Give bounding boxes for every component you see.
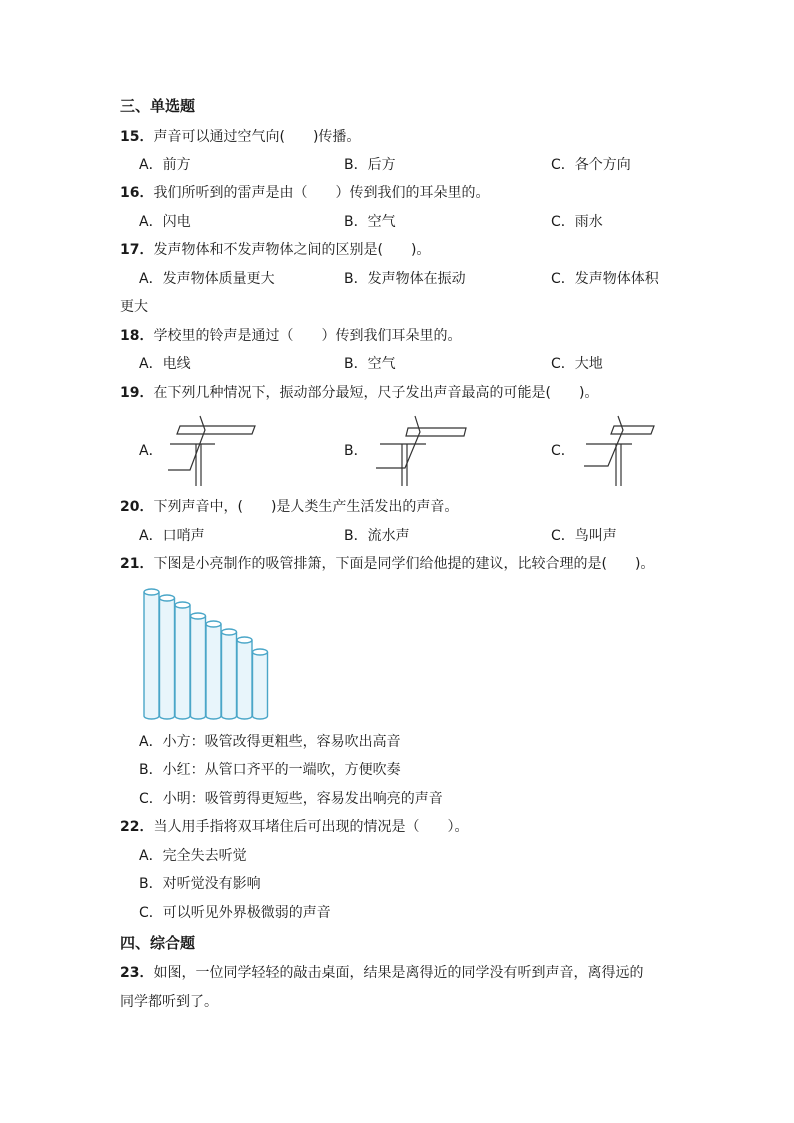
option-c: C．大地 xyxy=(551,356,603,372)
straw-tube xyxy=(222,632,237,719)
question-23 xyxy=(120,964,643,982)
straw-tube xyxy=(237,640,252,719)
option-b: B．后方 xyxy=(344,157,396,173)
question-16 xyxy=(120,184,489,202)
option-b: B．对听觉没有影响 xyxy=(139,876,261,892)
question-number: 23． xyxy=(120,965,154,981)
straw-top xyxy=(206,621,221,627)
question-text: 如图，一位同学轻轻的敲击桌面，结果是离得近的同学没有听到声音，离得远的 xyxy=(153,965,644,981)
question-20 xyxy=(120,498,458,516)
question-19 xyxy=(120,384,598,402)
question-number: 19． xyxy=(120,385,154,401)
question-number: 18． xyxy=(120,328,154,344)
question-number: 17． xyxy=(120,242,154,258)
straw-tube xyxy=(160,598,175,719)
straw-top xyxy=(237,637,252,643)
option-b: B．流水声 xyxy=(344,528,410,544)
option-a: A．口哨声 xyxy=(139,528,205,544)
straw-tube xyxy=(253,652,268,719)
question-text: 我们所听到的雷声是由（ ）传到我们的耳朵里的。 xyxy=(153,185,490,201)
question-number: 22． xyxy=(120,819,154,835)
question-text: 下图是小亮制作的吸管排箫，下面是同学们给他提的建议，比较合理的是( )。 xyxy=(153,556,655,572)
option-a: A．电线 xyxy=(139,356,191,372)
option-c: C．发声物体体积 xyxy=(551,271,659,287)
question-text: 下列声音中，( )是人类生产生活发出的声音。 xyxy=(153,499,459,515)
option-c-continued: 更大 xyxy=(120,299,148,315)
option-a: A．完全失去听觉 xyxy=(139,848,247,864)
question-21 xyxy=(120,555,654,573)
question-18 xyxy=(120,327,461,345)
option-c: C．可以听见外界极微弱的声音 xyxy=(139,905,331,921)
option-a: A．发声物体质量更大 xyxy=(139,271,275,287)
straw-top xyxy=(191,613,206,619)
question-text: 当人用手指将双耳堵住后可出现的情况是（ ）。 xyxy=(153,819,469,835)
option-b: B．发声物体在振动 xyxy=(344,271,466,287)
question-number: 20． xyxy=(120,499,154,515)
option-a: A．前方 xyxy=(139,157,191,173)
option-c: C．各个方向 xyxy=(551,157,631,173)
question-text: 在下列几种情况下，振动部分最短，尺子发出声音最高的可能是( )。 xyxy=(153,385,599,401)
question-text: 声音可以通过空气向( )传播。 xyxy=(153,129,361,145)
option-a: A．小方：吸管改得更粗些，容易吹出高音 xyxy=(139,734,401,750)
option-b: B．空气 xyxy=(344,356,396,372)
question-text: 学校里的铃声是通过（ ）传到我们耳朵里的。 xyxy=(153,328,462,344)
straw-tube xyxy=(191,616,206,719)
option-b: B．空气 xyxy=(344,214,396,230)
question-number: 15． xyxy=(120,129,154,145)
straw-panpipe-figure xyxy=(142,588,276,722)
option-c: C． xyxy=(551,443,575,459)
section-title: 四、综合题 xyxy=(120,934,196,952)
question-number: 21． xyxy=(120,556,154,572)
ruler-figure-a xyxy=(160,414,260,490)
question-15 xyxy=(120,128,360,146)
straw-top xyxy=(160,595,175,601)
question-23-continued: 同学都听到了。 xyxy=(120,994,218,1010)
question-22 xyxy=(120,818,468,836)
option-b: B．小红：从管口齐平的一端吹，方便吹奏 xyxy=(139,762,401,778)
option-b: B． xyxy=(344,443,368,459)
straw-top xyxy=(144,589,159,595)
option-c: C．小明：吸管剪得更短些，容易发出响亮的声音 xyxy=(139,791,443,807)
ruler-figure-c xyxy=(578,414,658,490)
straw-tube xyxy=(175,605,190,719)
question-text: 发声物体和不发声物体之间的区别是( )。 xyxy=(153,242,431,258)
option-a: A． xyxy=(139,443,163,459)
question-number: 16． xyxy=(120,185,154,201)
ruler-figure-b xyxy=(370,414,470,490)
straw-tube xyxy=(206,624,221,719)
section-title: 三、单选题 xyxy=(120,97,196,115)
option-c: C．鸟叫声 xyxy=(551,528,617,544)
straw-top xyxy=(175,602,190,608)
straw-top xyxy=(222,629,237,635)
option-a: A．闪电 xyxy=(139,214,191,230)
straw-tube xyxy=(144,592,159,719)
option-c: C．雨水 xyxy=(551,214,603,230)
question-17 xyxy=(120,241,430,259)
straw-top xyxy=(253,649,268,655)
